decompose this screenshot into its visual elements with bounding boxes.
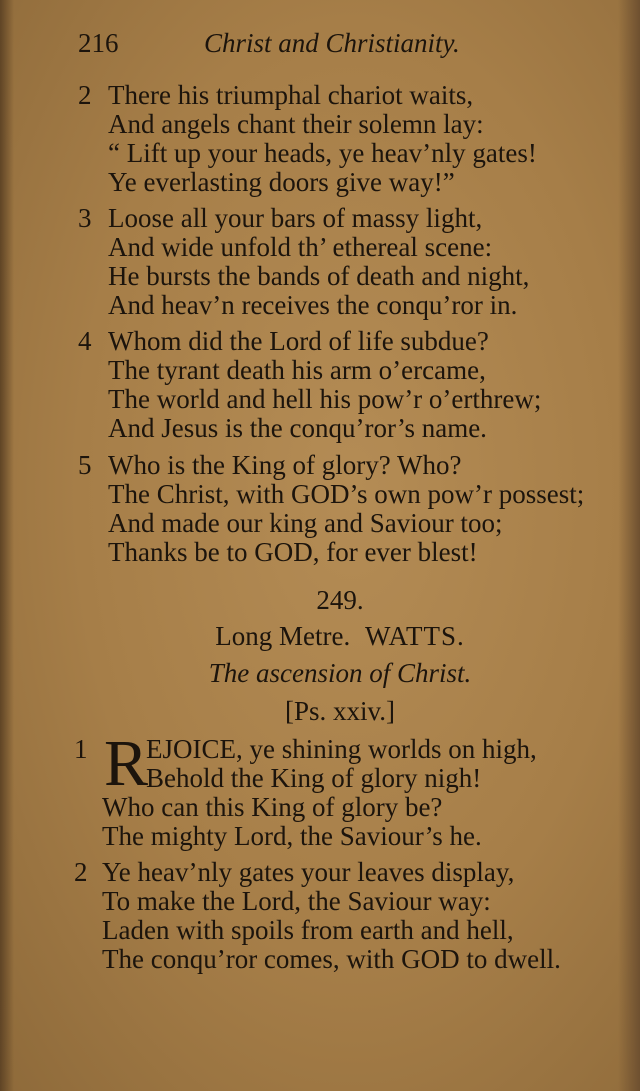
verse-line: Behold the King of glory nigh! [146, 763, 482, 793]
verse-line: Who is the King of glory? Who? [108, 450, 462, 480]
verse-line: He bursts the bands of death and night, [108, 261, 530, 291]
verse-line: And Jesus is the conqu’ror’s name. [108, 413, 487, 443]
verse-line: EJOICE, ye shining worlds on high, [146, 734, 537, 764]
verse-line: And made our king and Saviour too; [108, 508, 503, 538]
verse-line: Who can this King of glory be? [102, 792, 443, 822]
hymn-meter-line [0, 620, 640, 652]
verse-line: There his triumphal chariot waits, [108, 80, 474, 110]
verse-line: And angels chant their solemn lay: [108, 109, 484, 139]
stanza-number: 3 [78, 203, 92, 233]
verse-line: Thanks be to GOD, for ever blest! [108, 537, 478, 567]
verse-line: The world and hell his pow’r o’erthrew; [108, 384, 542, 414]
verse-line: To make the Lord, the Saviour way: [102, 886, 491, 916]
page-header [78, 28, 478, 68]
hymn-number: 249. [316, 585, 364, 615]
verse-line: Laden with spoils from earth and hell, [102, 915, 514, 945]
stanza-number: 5 [78, 450, 92, 480]
hymn-title: The ascension of Christ. [208, 658, 472, 688]
meter: Long Metre. [215, 621, 351, 651]
verse-line: Whom did the Lord of life subdue? [108, 326, 489, 356]
drop-cap: R [104, 727, 149, 800]
verse-line: “ Lift up your heads, ye heav’nly gates! [108, 138, 537, 168]
verse-line: Ye heav’nly gates your leaves display, [102, 857, 515, 887]
verse-line: Loose all your bars of massy light, [108, 203, 483, 233]
verse-line: Ye everlasting doors give way!” [108, 167, 455, 197]
running-head: Christ and Christianity. [204, 28, 460, 58]
verse-line: The mighty Lord, the Saviour’s he. [102, 821, 482, 851]
stanza-number: 2 [74, 857, 88, 887]
page-edge-shadow [618, 0, 640, 1091]
verse-line: The Christ, with GOD’s own pow’r possest; [108, 479, 585, 509]
verse-line: The conqu’ror comes, with GOD to dwell. [102, 944, 561, 974]
scripture-reference: [Ps. xxiv.] [284, 696, 395, 726]
verse-line: The tyrant death his arm o’ercame, [108, 355, 486, 385]
page-number: 216 [78, 28, 119, 58]
author: WATTS. [364, 621, 465, 651]
verse-line: And heav’n receives the conqu’ror in. [108, 290, 518, 320]
stanza-number: 2 [78, 80, 92, 110]
verse-line: And wide unfold th’ ethereal scene: [108, 232, 493, 262]
stanza-number: 4 [78, 326, 92, 356]
stanza-number: 1 [74, 734, 88, 764]
page-binding-shadow [0, 0, 14, 1091]
